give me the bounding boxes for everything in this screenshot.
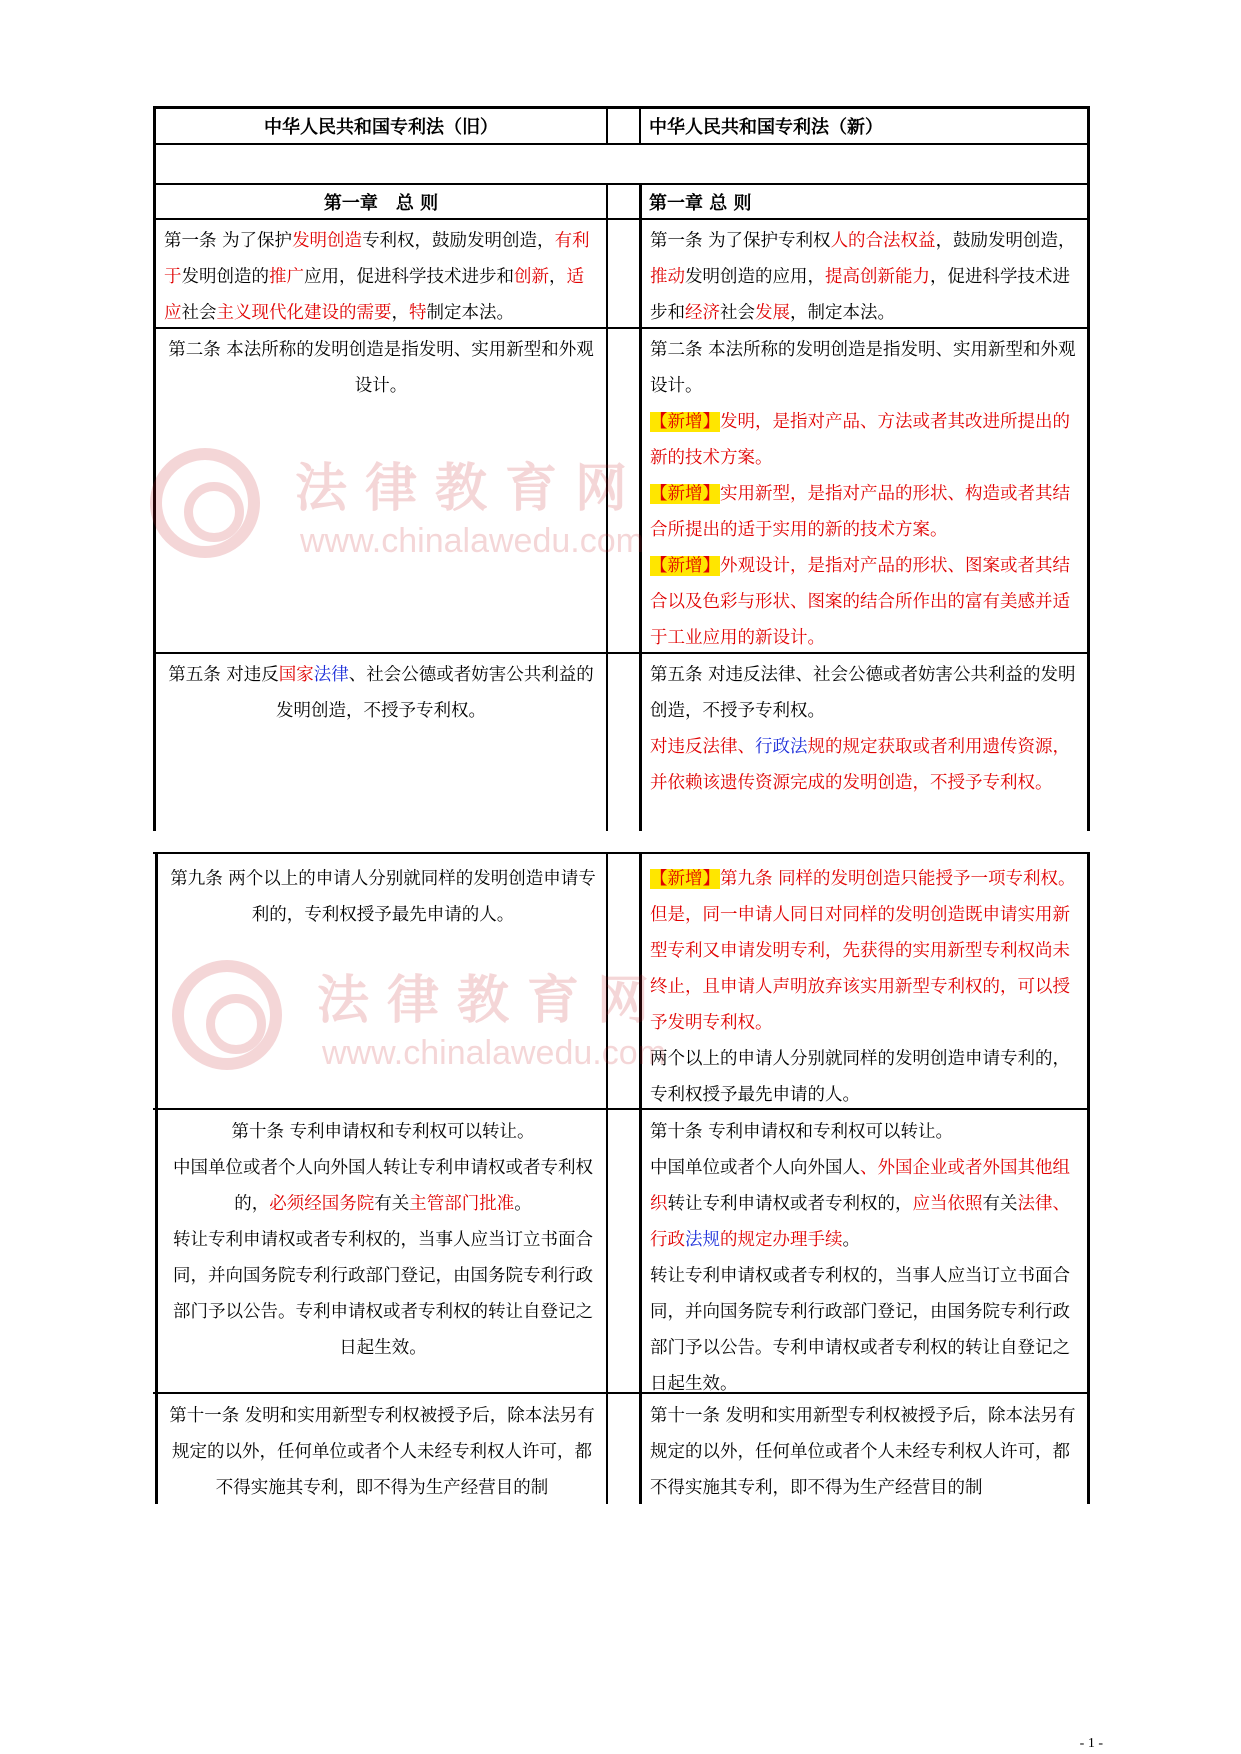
header-old: 中华人民共和国专利法（旧） — [264, 117, 498, 138]
article-9-new-add: 【新增】第九条 同样的发明创造只能授予一项专利权。但是，同一申请人同日对同样的发明创造既申请实用新型专利又申请发明专利，先获得的实用新型专利权尚未终止，且申请人声明放弃该实用新型专利权的，可以授予发明专利权。 — [650, 869, 1076, 1033]
watermark-cn: 法律教育网 — [295, 459, 646, 519]
article-2-new-add3: 【新增】外观设计，是指对产品的形状、图案或者其结合以及色彩与形状、图案的结合所作出的富有美感并适于工业应用的新设计。 — [650, 556, 1070, 648]
article-2-old: 第二条 本法所称的发明创造是指发明、实用新型和外观设计。 — [168, 340, 594, 396]
article-2-new-add1: 【新增】发明，是指对产品、方法或者其改进所提出的新的技术方案。 — [650, 412, 1070, 468]
watermark-en: www.chinalawedu.com — [322, 1034, 666, 1072]
watermark-en: www.chinalawedu.com — [300, 522, 644, 560]
article-2-new-add2: 【新增】实用新型，是指对产品的形状、构造或者其结合所提出的适于实用的新的技术方案。 — [650, 484, 1070, 540]
article-11-old: 第十一条 发明和实用新型专利权被授予后，除本法另有规定的以外，任何单位或者个人未经专利权人许可，都不得实施其专利，即不得为生产经营目的制 — [169, 1406, 595, 1498]
watermark-logo-icon — [172, 960, 282, 1070]
header-new: 中华人民共和国专利法（新） — [649, 117, 883, 138]
article-11-new: 第十一条 发明和实用新型专利权被授予后，除本法另有规定的以外，任何单位或者个人未经专利权人许可，都不得实施其专利，即不得为生产经营目的制 — [650, 1406, 1076, 1498]
article-2-new-text: 第二条 本法所称的发明创造是指发明、实用新型和外观设计。 — [650, 340, 1076, 396]
article-5-new-text: 第五条 对违反法律、社会公德或者妨害公共利益的发明创造，不授予专利权。 — [650, 665, 1076, 721]
chapter-new: 第一章 总 则 — [649, 193, 752, 214]
new-tag: 【新增】 — [650, 412, 720, 432]
article-10-old — [160, 1112, 606, 1366]
article-5-old: 第五条 对违反国家法律、社会公德或者妨害公共利益的发明创造，不授予专利权。 — [168, 665, 594, 721]
article-9-new — [642, 859, 1087, 1113]
article-10-old-p2: 中国单位或者个人向外国人转让专利申请权或者专利权的，必须经国务院有关主管部门批准。 — [173, 1158, 593, 1214]
article-10-new-p1: 第十条 专利申请权和专利权可以转让。 — [650, 1122, 954, 1142]
watermark-top — [150, 448, 670, 578]
article-2-new — [642, 330, 1087, 656]
chapter-old: 第一章 总 则 — [323, 193, 439, 214]
article-9-new-text: 两个以上的申请人分别就同样的发明创造申请专利的，专利权授予最先申请的人。 — [650, 1049, 1070, 1105]
new-tag: 【新增】 — [650, 484, 720, 504]
article-5-new — [642, 655, 1087, 801]
watermark-logo-icon — [150, 448, 260, 558]
article-10-new-p2: 中国单位或者个人向外国人、外国企业或者外国其他组织转让专利申请权或者专利权的，应当依照有关法律、行政法规的规定办理手续。 — [650, 1158, 1070, 1250]
new-tag: 【新增】 — [650, 556, 720, 576]
watermark-bottom — [172, 960, 692, 1090]
article-10-new-p3: 转让专利申请权或者专利权的，当事人应当订立书面合同，并向国务院专利行政部门登记，由国务院专利行政部门予以公告。专利申请权或者专利权的转让自登记之日起生效。 — [650, 1266, 1070, 1394]
article-5-new-add: 对违反法律、行政法规的规定获取或者利用遗传资源，并依赖该遗传资源完成的发明创造，不授予专利权。 — [650, 737, 1070, 793]
article-9-old: 第九条 两个以上的申请人分别就同样的发明创造申请专利的，专利权授予最先申请的人。 — [170, 869, 596, 925]
page-number: - 1 - — [1079, 1736, 1103, 1751]
article-10-new — [642, 1112, 1087, 1402]
article-1-old: 第一条 为了保护发明创造专利权，鼓励发明创造，有利于发明创造的推广应用，促进科学技术进步和创新，适应社会主义现代化建设的需要，特制定本法。 — [164, 231, 590, 323]
new-tag: 【新增】 — [650, 869, 720, 889]
article-10-old-p1: 第十条 专利申请权和专利权可以转让。 — [231, 1122, 535, 1142]
article-10-old-p3: 转让专利申请权或者专利权的，当事人应当订立书面合同，并向国务院专利行政部门登记，由国务院专利行政部门予以公告。专利申请权或者专利权的转让自登记之日起生效。 — [173, 1230, 593, 1358]
watermark-cn: 法律教育网 — [317, 971, 668, 1031]
article-1-new: 第一条 为了保护专利权人的合法权益，鼓励发明创造，推动发明创造的应用，提高创新能力，促进科学技术进步和经济社会发展，制定本法。 — [650, 231, 1076, 323]
